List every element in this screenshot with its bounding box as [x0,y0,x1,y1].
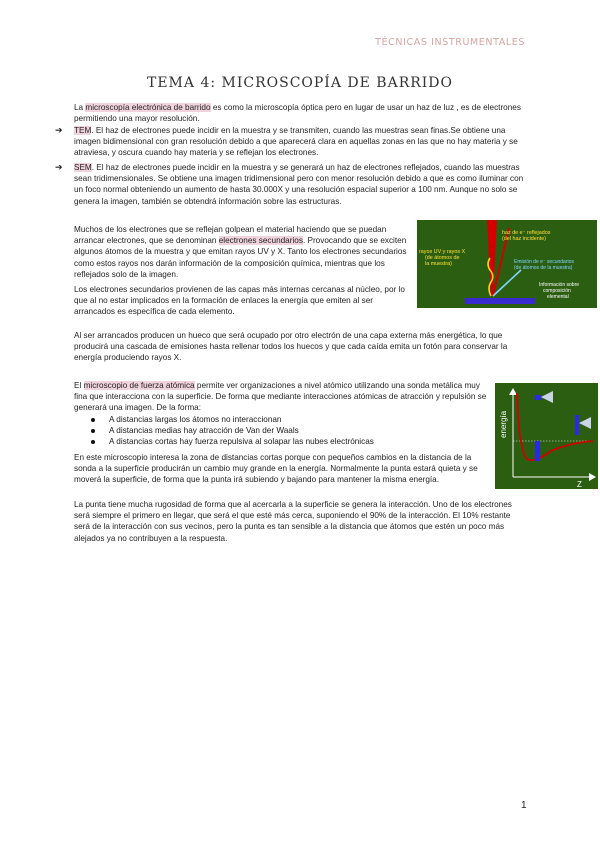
afm-text-post: permite ver organizaciones a nivel atómico utilizando una sonda metálica muy fina que interacciona con la superficie. De forma que mediante interacciones atómicas de atracción y repulsión se generará una imagen. De la forma: [74,381,487,413]
intro-paragraph [74,102,526,124]
label-reflected [502,230,551,242]
tem-label: TEM [74,126,92,135]
afm-energy-diagram [495,383,598,489]
intro-text-pre: La [74,103,86,112]
afm-distance-list [89,414,374,447]
sample-block [465,298,535,304]
sem-diagram-svg [417,220,597,308]
arrow-bullet-icon: ➔ [55,125,63,135]
list-item: A distancias cortas hay fuerza repulsiva al solapar las nubes electrónicas [89,436,374,447]
sem-paragraph [74,162,526,207]
label-reflected-line: (del haz incidente) [502,236,547,242]
cascade-paragraph: Al ser arrancados producen un hueco que será ocupado por otro electrón de una capa externa más energética, lo que producirá una cascada de emisiones hasta rellenar todos los huecos y que cada caída emita un fotón para conservar la energía produciendo rayos X. [74,331,508,363]
x-axis-label: Z [577,480,582,489]
list-item: A distancias medias hay atracción de Van der Waals [89,425,374,436]
y-axis-label: energía [499,410,508,438]
arrow-bullet-icon: ➔ [55,162,63,172]
sem-text: . El haz de electrones puede incidir en la muestra y se generará un haz de electrones reflejados, cuando las muestras sean tridimensionales. Se obtiene una imagen tridimensional pero con menor resolución debido a que es como iluminar con un foco normal obteniendo un aumento de hasta 30.000X y una resolución espacial superior a 100 nm. Aunque no solo se genera la imagen, también se obtendrá información sobre las estructuras. [74,163,524,206]
label-reflected-line: haz de e⁻ reflejados [502,230,551,236]
label-info-line: Información sobre [539,282,580,288]
probe-block-icon [535,395,541,400]
label-secondary-line: Emisión de e⁻ secundarios [514,259,574,265]
page-number: 1 [521,800,527,811]
afm-highlight: microscopio de fuerza atómica [83,381,195,390]
intro-highlight: microscopía electrónica de barrido [85,103,211,112]
afm-diagram-svg [495,383,598,489]
label-rays-line: la muestra) [425,261,452,267]
tem-text: . El haz de electrones puede incidir en la muestra y se transmiten, cuando las muestras sean finas.Se obtiene una imagen bidimensional con gran resolución debido a que aparecerá clara en aquellas zonas en las que no hay materia y se atraviesa, y oscura cuando hay materia y se reflejan los electrones. [74,126,518,158]
afm-paragraph [74,380,490,414]
secondary-highlight: electrones secundarios [218,236,303,246]
secondary-text-post: . Provocando que se exciten algunos átomos de la muestra y que emitan rayos UV y X. Tanto los electrones secundarios como estos rayos nos darán información de la composición química, mientras que los reflejados solo de la imagen. [74,236,407,279]
afm-paragraph-2: En este microscopio interesa la zona de distancias cortas porque con pequeños cambios en la distancia de la sonda a la superficie producirán un cambio muy grande en la energía. Normalmente la punta estará quieta y se moverá la superficie, de forma que la punta irá subiendo y bajando para mantener la misma energía. [74,453,478,485]
header-subject: TÉCNICAS INSTRUMENTALES [375,37,525,48]
afm-paragraph-3: La punta tiene mucha rugosidad de forma que al acercarla a la superficie se genera la interacción. Uno de los electrones será siempre el primero en llegar, que será el que esté más cerca, suponiendo el 90% de la interacción. El 10% restante será de la interacción con sus vecinos, pero la punta es tan sensible a la distancia que átomos que estén un poco más alejados ya no contribuyen a la respuesta. [74,500,512,543]
label-secondary-line: (de átomos de la muestra) [514,265,573,271]
probe-far-icon [575,415,579,435]
intro-text-post: es como la microscopía óptica pero en lugar de usar un haz de luz , es de electrones permitiendo una mayor resolución. [74,103,521,124]
secondary-electrons-paragraph-2: Los electrones secundarios provienen de las capas más internas cercanas al núcleo, por lo que al no estar implicados en la formación de enlaces la energía que emiten al ser arrancados es específica de cada elemento. [74,285,405,317]
label-info-line: elemental [547,294,569,300]
label-info-line: composición [543,288,571,294]
secondary-electrons-paragraph [74,224,410,280]
afm-text-pre: El [74,381,84,390]
label-rays-line: (de átomos de [425,255,460,261]
probe-tip-icon [535,441,540,461]
sem-diagram [417,220,597,308]
list-item: A distancias largas los átomos no interaccionan [89,414,374,425]
label-rays-line: rayos UV y rayos X [419,249,466,255]
tem-paragraph [74,125,526,159]
sem-label: SEM [74,163,92,172]
label-secondary [514,259,574,271]
page-title: TEMA 4: MICROSCOPÍA DE BARRIDO [146,75,454,91]
secondary-text-pre: Muchos de los electrones que se reflejan golpean el material haciendo que se puedan arrancar electrones, que se denominan [74,225,387,246]
